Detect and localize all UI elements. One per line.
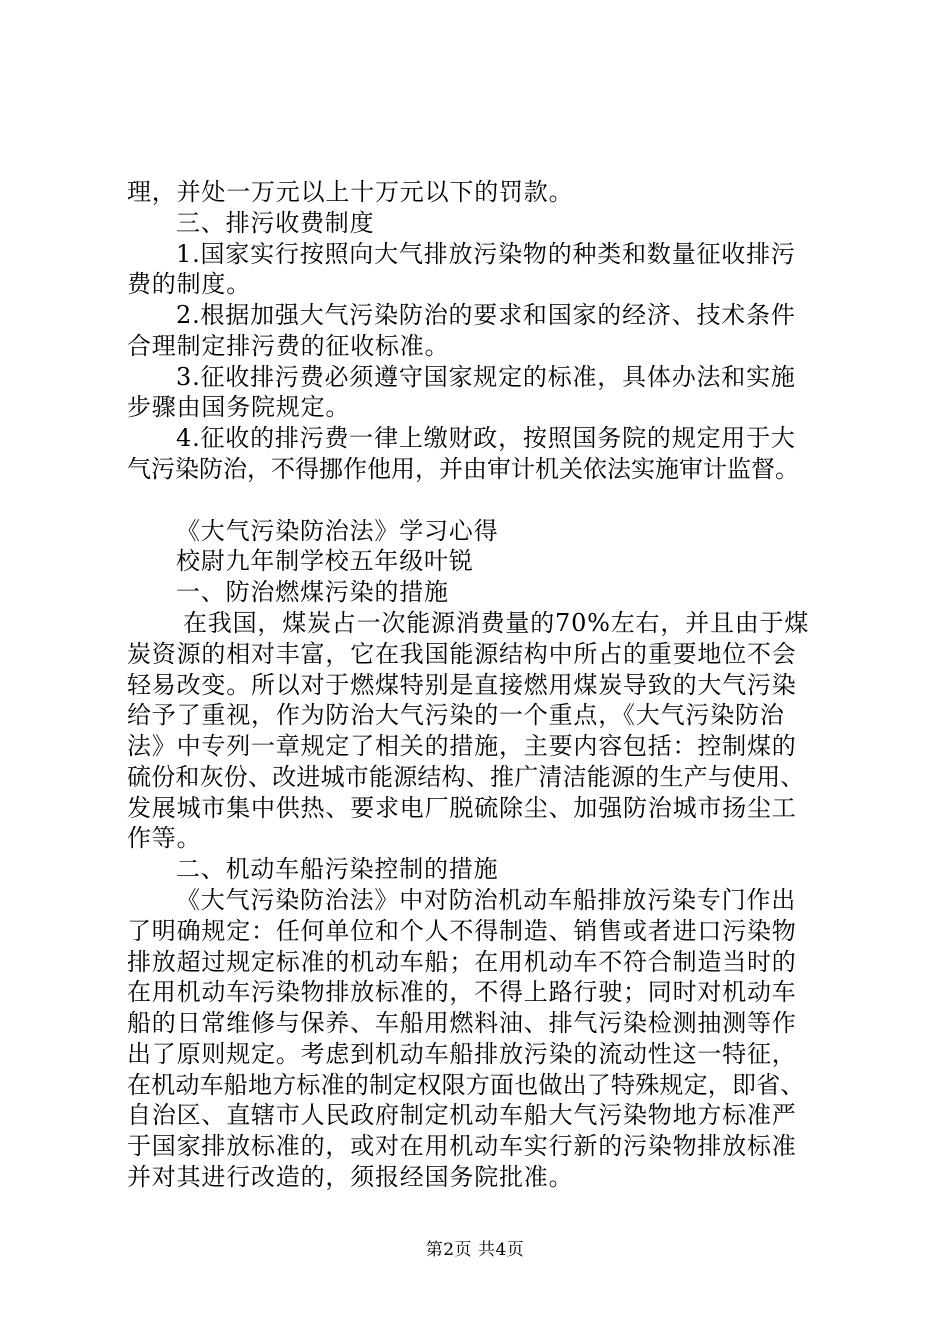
text-line: 理，并处一万元以上十万元以下的罚款。 bbox=[127, 178, 574, 206]
text-line: 步骤由国务院规定。 bbox=[127, 393, 351, 422]
text-line: 并对其进行改造的，须报经国务院批准。 bbox=[127, 1163, 574, 1191]
text-line: 轻易改变。所以对于燃煤特别是直接燃用煤炭导致的大气污染 bbox=[127, 670, 797, 699]
text-line: 费的制度。 bbox=[127, 270, 251, 299]
text-line: 2.根据加强大气污染防治的要求和国家的经济、技术条件 bbox=[176, 301, 796, 330]
text-line: 作等。 bbox=[127, 824, 202, 853]
section-heading: 三、排污收费制度 bbox=[176, 208, 375, 237]
author-line: 校尉九年制学校五年级叶锐 bbox=[176, 547, 474, 576]
text-line: 在机动车船地方标准的制定权限方面也做出了特殊规定，即省、 bbox=[127, 1070, 805, 1099]
text-line: 合理制定排污费的征收标准。 bbox=[127, 331, 450, 360]
text-line: 于国家排放标准的，或对在用机动车实行新的污染物排放标准 bbox=[127, 1132, 797, 1161]
text-line: 1.国家实行按照向大气排放污染物的种类和数量征收排污 bbox=[176, 239, 796, 268]
text-line: 了明确规定：任何单位和个人不得制造、销售或者进口污染物 bbox=[127, 916, 797, 945]
text-line: 发展城市集中供热、要求电厂脱硫除尘、加强防治城市扬尘工 bbox=[127, 793, 797, 822]
text-line: 船的日常维修与保养、车船用燃料油、排气污染检测抽测等作 bbox=[127, 1009, 797, 1038]
text-line: 在用机动车污染物排放标准的，不得上路行驶；同时对机动车 bbox=[127, 978, 797, 1007]
page-footer: 第2页 共4页 bbox=[425, 1240, 525, 1260]
text-line: 3.征收排污费必须遵守国家规定的标准，具体办法和实施 bbox=[176, 362, 796, 391]
text-line: 《大气污染防治法》中对防治机动车船排放污染专门作出 bbox=[176, 885, 796, 914]
text-line: 炭资源的相对丰富，它在我国能源结构中所占的重要地位不会 bbox=[127, 639, 797, 668]
text-line: 出了原则规定。考虑到机动车船排放污染的流动性这一特征， bbox=[127, 1039, 797, 1068]
text-line: 自治区、直辖市人民政府制定机动车船大气污染物地方标准严 bbox=[127, 1101, 797, 1130]
section-heading: 二、机动车船污染控制的措施 bbox=[176, 855, 499, 884]
text-line: 硫份和灰份、改进城市能源结构、推广清洁能源的生产与使用、 bbox=[127, 762, 805, 791]
text-line: 4.征收的排污费一律上缴财政，按照国务院的规定用于大 bbox=[176, 424, 796, 453]
text-line: 在我国，煤炭占一次能源消费量的70%左右，并且由于煤 bbox=[183, 608, 810, 637]
text-line: 气污染防治，不得挪作他用，并由审计机关依法实施审计监督。 bbox=[127, 455, 799, 484]
text-line: 排放超过规定标准的机动车船；在用机动车不符合制造当时的 bbox=[127, 947, 797, 976]
article-title: 《大气污染防治法》学习心得 bbox=[176, 516, 499, 545]
section-heading: 一、防治燃煤污染的措施 bbox=[176, 578, 449, 607]
text-line: 给予了重视，作为防治大气污染的一个重点，《大气污染防治 bbox=[127, 701, 785, 730]
text-line: 法》中专列一章规定了相关的措施，主要内容包括：控制煤的 bbox=[127, 732, 797, 761]
